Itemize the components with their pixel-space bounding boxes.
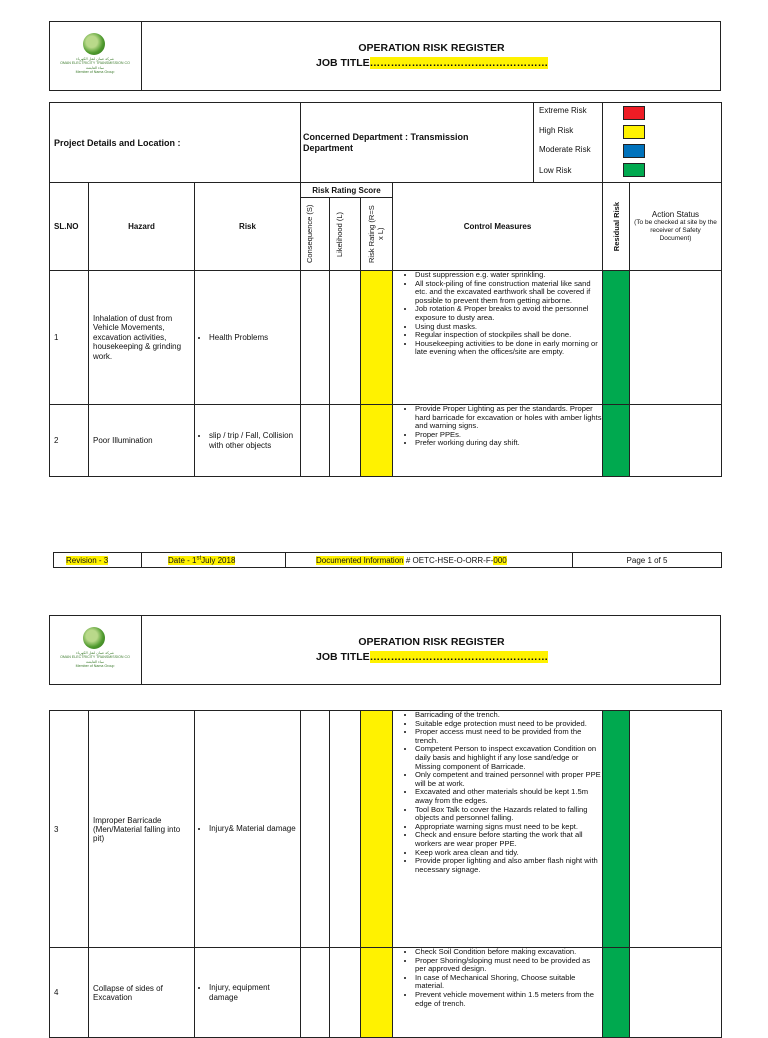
table-row <box>50 271 722 405</box>
legend-swatch-low <box>623 163 645 177</box>
legend-label: Extreme Risk <box>539 106 587 115</box>
risk-item: • Injury, equipment damage <box>209 983 300 1002</box>
col-header-residual-risk <box>603 183 630 271</box>
control-item: • Competent Person to inspect excavation Condition on daily basis and highlight if any lose sand/edge or Missing component of Barricade. <box>415 745 602 771</box>
page-title: OPERATION RISK REGISTER <box>358 636 505 648</box>
legend-cell <box>603 103 722 183</box>
legend-swatch-extreme <box>623 106 645 120</box>
row-hazard: Improper Barricade (Men/Material falling into pit) <box>89 711 195 948</box>
department-label: Concerned Department : Transmission Department <box>303 131 469 153</box>
logo-text-line: OMAN ELECTRICITY TRANSMISSION CO <box>60 655 130 659</box>
row-risk <box>195 948 301 1038</box>
row-likelihood <box>330 271 361 405</box>
row-action-status <box>630 948 722 1038</box>
row-number: 3 <box>50 711 89 948</box>
row-consequence <box>301 405 330 477</box>
control-item: • Excavated and other materials should be kept 1.5m away from the edges. <box>415 788 602 805</box>
col-header-slno: SL.NO <box>50 183 89 271</box>
row-controls <box>393 405 603 477</box>
logo-mark-icon <box>83 33 105 55</box>
action-status-note: (To be checked at site by the receiver of Safety Document) <box>634 219 717 242</box>
control-item: • Barricading of the trench. <box>415 711 602 720</box>
date-text: Date - 1stJuly 2018 <box>168 555 236 565</box>
logo-text-line: شركة عمان لنقل الكهرباء <box>76 57 114 61</box>
table-row <box>50 711 722 948</box>
company-logo <box>40 627 150 675</box>
col-header-control-measures: Control Measures <box>393 183 603 271</box>
row-risk <box>195 271 301 405</box>
row-risk-rating <box>361 405 393 477</box>
table-row <box>50 948 722 1038</box>
revision-text: Revision - 3 <box>66 555 109 565</box>
control-item: • Job rotation & Proper breaks to avoid the personnel exposure to dusty area. <box>415 305 602 322</box>
row-risk-rating <box>361 271 393 405</box>
control-item: • All stock-piling of fine construction material like sand etc. and the excavated earthwork shall be covered if possible to prevent them from getting airborne. <box>415 280 602 306</box>
col-header-action-status <box>630 183 722 271</box>
table-row <box>50 405 722 477</box>
page-footer <box>53 552 722 568</box>
action-status-label: Action Status <box>651 210 700 219</box>
col-header-risk-rating-score: Risk Rating Score <box>301 183 393 198</box>
row-risk-rating <box>361 948 393 1038</box>
job-title-field[interactable]: …………………………………………… <box>369 57 549 69</box>
row-consequence <box>301 948 330 1038</box>
job-title <box>316 57 548 69</box>
doc-code: # OETC-HSE-O-ORR-F- <box>405 555 494 565</box>
footer-date <box>142 553 286 568</box>
row-number: 4 <box>50 948 89 1038</box>
col-header-likelihood <box>330 198 361 271</box>
control-item: • Proper PPEs. <box>415 431 602 440</box>
risk-table-page2 <box>49 710 722 1038</box>
row-residual-risk <box>603 405 630 477</box>
row-likelihood <box>330 948 361 1038</box>
row-risk <box>195 405 301 477</box>
consequence-label: Consequence (S) <box>305 204 314 264</box>
job-title-field[interactable]: …………………………………………… <box>369 651 549 663</box>
control-item: • In case of Mechanical Shoring, Choose suitable material. <box>415 974 602 991</box>
row-likelihood <box>330 405 361 477</box>
row-hazard: Inhalation of dust from Vehicle Movements, excavation activities, housekeeping & grinding work. <box>89 271 195 405</box>
row-controls <box>393 948 603 1038</box>
risk-rating-label: Risk Rating (R=S x L) <box>366 205 385 263</box>
control-item: • Proper Shoring/sloping must need to be provided as per approved design. <box>415 957 602 974</box>
row-consequence <box>301 711 330 948</box>
col-header-risk: Risk <box>195 183 301 271</box>
risk-table-page1 <box>49 102 722 477</box>
footer-doc-info <box>286 553 573 568</box>
logo-mark-icon <box>83 627 105 649</box>
risk-item: • Injury& Material damage <box>209 824 300 834</box>
logo-text-line: Member of Nama Group <box>75 70 115 74</box>
control-item: • Prefer working during day shift. <box>415 439 602 448</box>
logo-text-line: نماء القابضة <box>86 660 104 664</box>
row-residual-risk <box>603 271 630 405</box>
page-title: OPERATION RISK REGISTER <box>358 42 505 54</box>
col-header-consequence <box>301 198 330 271</box>
row-hazard: Collapse of sides of Excavation <box>89 948 195 1038</box>
control-item: • Prevent vehicle movement within 1.5 meters from the edge of trench. <box>415 991 602 1008</box>
control-item: • Housekeeping activities to be done in early morning or late evening when the offices/site are empty. <box>415 340 602 357</box>
risk-item: • Health Problems <box>209 333 300 343</box>
row-controls <box>393 711 603 948</box>
logo-text-line: نماء القابضة <box>86 66 104 70</box>
row-risk <box>195 711 301 948</box>
control-item: • Dust suppression e.g. water sprinkling. <box>415 271 602 280</box>
control-item: • Appropriate warning signs must need to be kept. <box>415 823 602 832</box>
row-likelihood <box>330 711 361 948</box>
logo-text-line: شركة عمان لنقل الكهرباء <box>76 651 114 655</box>
residual-risk-label: Residual Risk <box>611 201 621 252</box>
job-title-label: JOB TITLE <box>316 57 370 69</box>
footer-revision <box>54 553 142 568</box>
control-item: • Regular inspection of stockpiles shall be done. <box>415 331 602 340</box>
footer-page-number: Page 1 of 5 <box>573 553 722 568</box>
row-controls <box>393 271 603 405</box>
legend-label: Moderate Risk <box>539 145 591 154</box>
control-item: • Proper access must need to be provided from the trench. <box>415 728 602 745</box>
legend-divider <box>533 102 534 182</box>
row-number: 1 <box>50 271 89 405</box>
logo-text-line: Member of Nama Group <box>75 664 115 668</box>
control-item: • Tool Box Talk to cover the Hazards related to falling objects and personnel falling. <box>415 806 602 823</box>
control-item: • Only competent and trained personnel with proper PPE will be at work. <box>415 771 602 788</box>
legend-swatch-high <box>623 125 645 139</box>
row-residual-risk <box>603 711 630 948</box>
legend-swatch-moderate <box>623 144 645 158</box>
control-item: • Check Soil Condition before making excavation. <box>415 948 602 957</box>
company-logo <box>40 33 150 81</box>
col-header-hazard: Hazard <box>89 183 195 271</box>
control-item: • Check and ensure before starting the work that all workers are wear proper PPE. <box>415 831 602 848</box>
control-item: • Provide Proper Lighting as per the standards. Proper hard barricade for excavation or holes with amber lights and warning signs. <box>415 405 602 431</box>
row-residual-risk <box>603 948 630 1038</box>
control-item: • Keep work area clean and tidy. <box>415 849 602 858</box>
row-number: 2 <box>50 405 89 477</box>
job-title-label: JOB TITLE <box>316 651 370 663</box>
row-action-status <box>630 405 722 477</box>
job-title <box>316 651 548 663</box>
control-item: • Suitable edge protection must need to be provided. <box>415 720 602 729</box>
project-details-label: Project Details and Location : <box>50 103 301 183</box>
control-item: • Provide proper lighting and also amber flash night with necessary signage. <box>415 857 602 874</box>
row-risk-rating <box>361 711 393 948</box>
col-header-risk-rating <box>361 198 393 271</box>
logo-text-line: OMAN ELECTRICITY TRANSMISSION CO <box>60 61 130 65</box>
row-action-status <box>630 271 722 405</box>
row-hazard: Poor Illumination <box>89 405 195 477</box>
row-consequence <box>301 271 330 405</box>
risk-item: • slip / trip / Fall, Collision with other objects <box>209 431 300 450</box>
legend-label: High Risk <box>539 126 574 135</box>
control-item: • Using dust masks. <box>415 323 602 332</box>
likelihood-label: Likelihood (L) <box>335 211 344 257</box>
legend-label: Low Risk <box>539 166 572 175</box>
row-action-status <box>630 711 722 948</box>
doc-number: 000 <box>493 555 507 565</box>
doc-label: Documented Information <box>316 555 404 565</box>
